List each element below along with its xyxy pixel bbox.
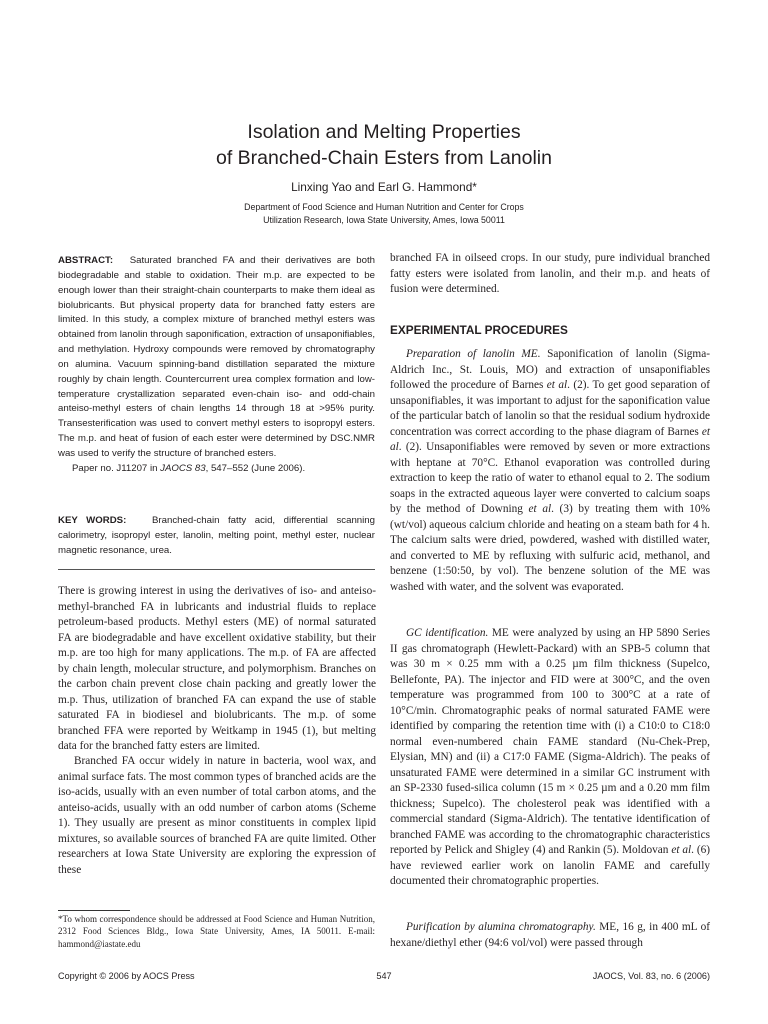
footnote-divider (58, 910, 130, 911)
paper-reference: Paper no. J11207 in JAOCS 83, 547–552 (June 2006). (72, 462, 306, 474)
purification-heading: Purification by alumina chromatography. (406, 921, 596, 933)
paper-title (0, 119, 768, 171)
abstract-divider (58, 569, 375, 570)
footer-copyright: Copyright © 2006 by AOCS Press (58, 971, 195, 981)
prep-paragraph: Preparation of lanolin ME. Saponification of lanolin (Sigma-Aldrich Inc., St. Louis, MO) and extraction of unsaponifiables followed the procedure of Barnes et al. (2). To get good separation of unsaponifiables, it was important to adjust for the saponification value of the particular batch of lanolin so that the residual sodium hydroxide concentration was correct according to the phase diagram of Barnes et al. (2). Unsaponifiables were removed by seven or more extractions with heptane at 70°C. Ethanol evaporation was controlled during extraction to keep the ratio of water to ethanol equal to 2. The sodium soaps in the extracted aqueous layer were converted to calcium soaps by the method of Downing et al. (3) by treating them with 10% (wt/vol) aqueous calcium chloride and heating on a steam bath for 4 h. The calcium salts were dried, powdered, washed with distilled water, and converted to ME by refluxing with sulfuric acid, methanol, and benzene (1:50:50, by vol). The benzene solution of the ME was washed with water, and the solvent was evaporated. (390, 348, 710, 593)
section-heading: EXPERIMENTAL PROCEDURES (390, 323, 568, 337)
keywords-label: KEY WORDS: (58, 515, 127, 526)
correspondence-footnote: *To whom correspondence should be addressed at Food Science and Human Nutrition, 2312 Food Sciences Bldg., Iowa State University, Ames, IA 50011. E-mail: hammond@iastate.edu (58, 914, 375, 949)
affiliation-line-2: Utilization Research, Iowa State University, Ames, Iowa 50011 (263, 215, 505, 225)
purification-paragraph: Purification by alumina chromatography. ME, 16 g, in 400 mL of hexane/diethyl ether (94:6 vol/vol) were passed through (390, 921, 710, 949)
keywords-text: Branched-chain fatty acid, differential scanning calorimetry, isopropyl ester, lanolin, melting point, methyl ester, nuclear magnetic resonance, urea. (58, 515, 375, 556)
keywords (58, 514, 375, 559)
prep-heading: Preparation of lanolin ME. (406, 348, 541, 360)
right-intro-continued: branched FA in oilseed crops. In our study, pure individual branched fatty esters were isolated from lanolin, and their m.p. and heats of fusion were determined. (390, 252, 710, 295)
affiliation (0, 201, 768, 227)
intro-paragraph-2: Branched FA occur widely in nature in bacteria, wool wax, and animal surface fats. The most common types of branched acids are the iso-acids, usually with an even number of total carbon atoms, and the anteiso-acids, usually with an odd number of carbon atoms (Scheme 1). They usually are present as minor constituents in complex lipid mixtures, so available sources of branched FA are quite limited. Other researchers at Iowa State University are exploring the expression of these (58, 755, 376, 876)
gc-paragraph: GC identification. ME were analyzed by using an HP 5890 Series II gas chromatograph (Hewlett-Packard) with an SPB-5 column that was 30 m × 0.25 mm with a 0.25 µm film thickness (Supelco, Bellefonte, PA). The injector and FID were at 300°C, and the oven temperature was programmed from 100 to 300°C at a rate of 10°C/min. Chromatographic peaks of normal saturated FAME were identified by comparing the retention time with (i) a C10:0 to C18:0 normal even-numbered chain FAME standard (Nu-Chek-Prep, Elysian, MN) and (ii) a C17:0 FAME (Sigma-Aldrich). The peaks of unsaturated FAME were determined in a similar GC instrument with an SP-2330 fused-silica column (15 m × 0.25 µm and a 0.20 mm film thickness; Supelco). The cholesterol peak was identified with a commercial standard (Sigma-Aldrich). The tentative identification of branched FAME was according to the chromatographic characteristics reported by Pelick and Shigley (4) and Rankin (5). Moldovan et al. (6) have reviewed earlier work on lanolin FAME and carefully documented their chromatographic properties. (390, 627, 711, 887)
title-line-1: Isolation and Melting Properties (247, 121, 521, 143)
page-number: 547 (376, 971, 392, 981)
title-line-2: of Branched-Chain Esters from Lanolin (215, 147, 552, 169)
abstract-label: ABSTRACT: (58, 255, 114, 266)
gc-heading: GC identification. (406, 627, 489, 639)
abstract-text: Saturated branched FA and their derivatives are both biodegradable and stable to oxidation. Their m.p. are expected to be enough lower than their straight-chain counterparts to make them ideal as biolubricants. But physical property data for branched fatty esters are limited. In this study, a complex mixture of branched methyl esters was obtained from lanolin through saponification, extraction of unsaponifiables, and methylation. Hydroxy compounds were removed by chromatography on alumina. Vacuum spinning-band distillation separated the mixture roughly by chain length. Countercurrent urea complex formation and low-temperature crystallization separated even-chain iso- and odd-chain anteiso-methyl esters of chain lengths 14 through 18 at >95% purity. Transesterification was used to convert methyl esters to isopropyl esters. The m.p. and heat of fusion of each ester were determined by DSC.NMR was used to verify the structure of branched esters. (58, 255, 376, 459)
intro-paragraph-1: There is growing interest in using the derivatives of iso- and anteiso-methyl-branched FA in lubricants and industrial fluids to replace petroleum-based products. Methyl esters (ME) of normal saturated FA are biodegradable and have excellent oxidative stability, but their m.p. are too high for many applications. The m.p. of FA are affected by chain length, molecular structure, and polymorphism. Branches on the carbon chain prevent close chain packing and greatly lower the m.p. Thus, utilization of branched FA can expand the use of stable saturated FA in biodiesel and biolubricants. The m.p. of some branched FFA were reported by Weitkamp in 1945 (1), but melting data for the branched fatty esters are limited. (58, 585, 376, 752)
affiliation-line-1: Department of Food Science and Human Nutrition and Center for Crops (244, 202, 524, 212)
journal-name: JAOCS 83 (160, 462, 206, 474)
footer-journal: JAOCS, Vol. 83, no. 6 (2006) (592, 971, 710, 981)
abstract (58, 254, 375, 477)
authors: Linxing Yao and Earl G. Hammond* (291, 180, 477, 194)
